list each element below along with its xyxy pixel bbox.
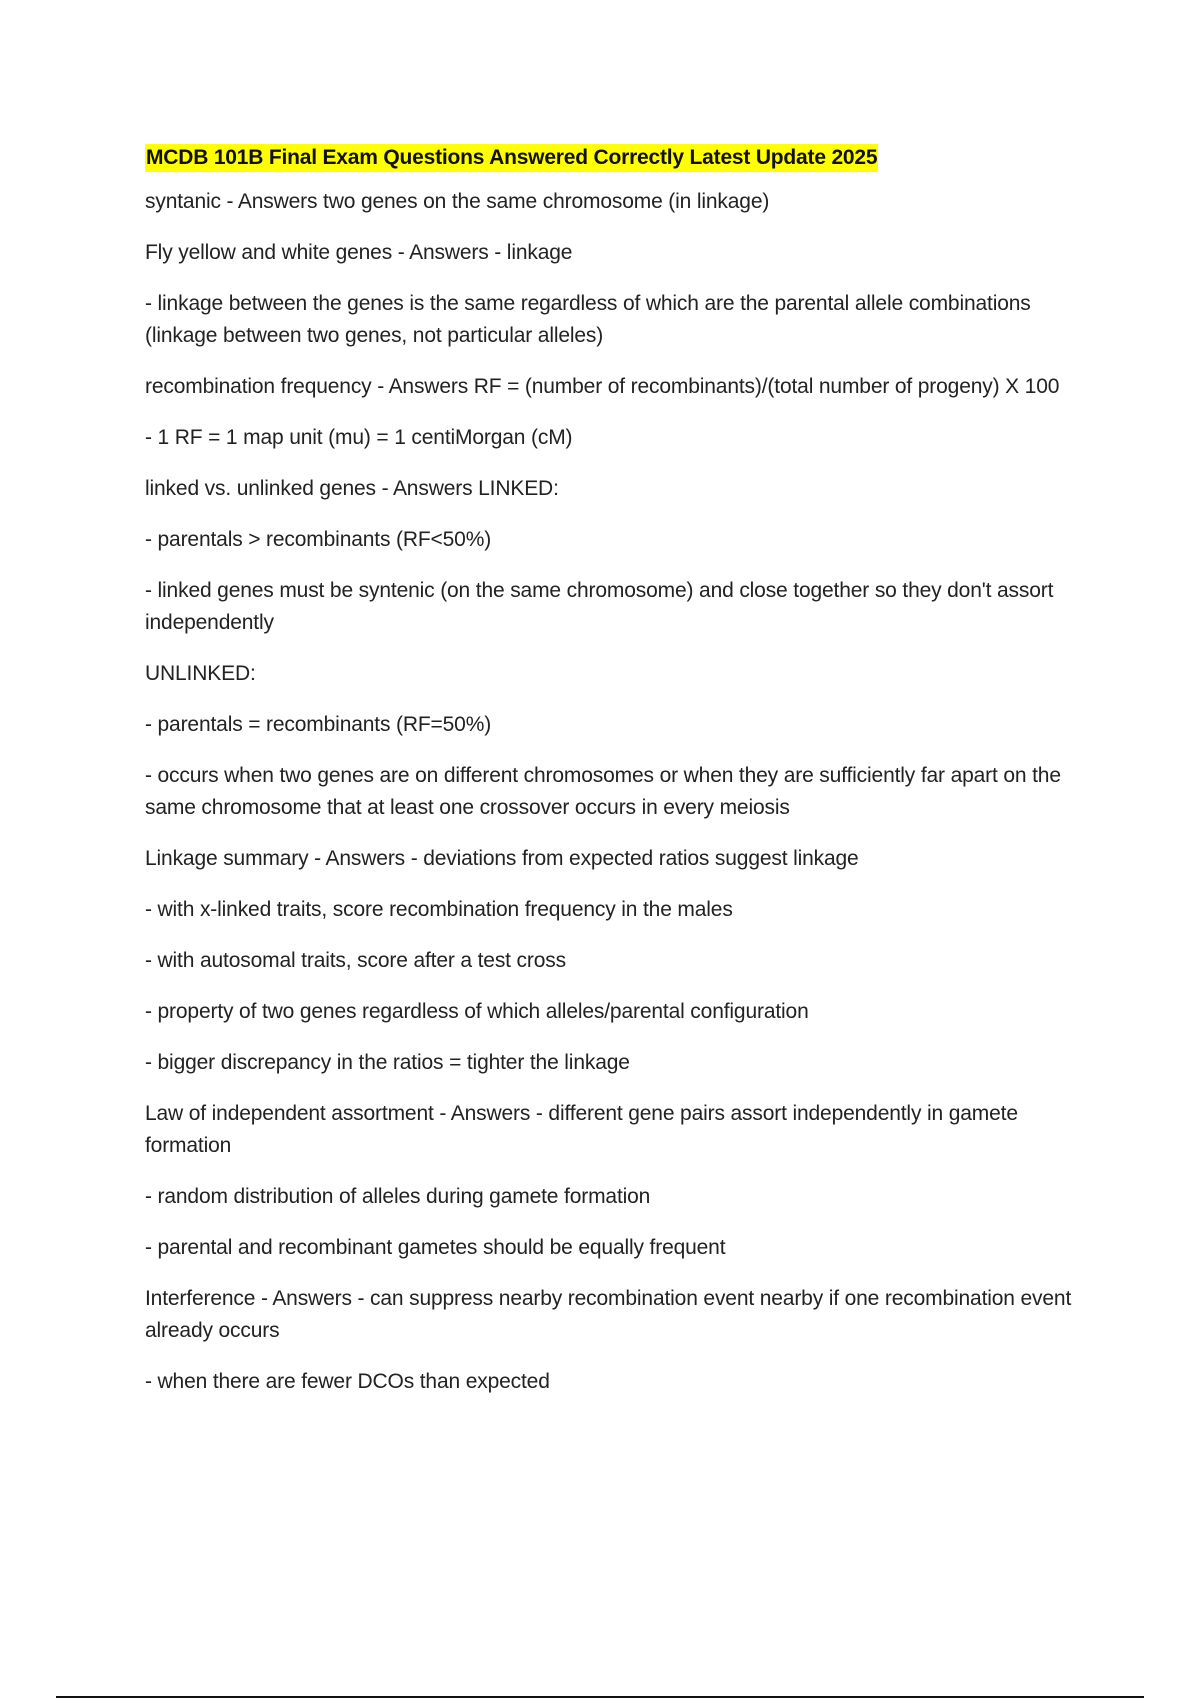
paragraph: Fly yellow and white genes - Answers - linkage xyxy=(145,241,573,264)
document-body xyxy=(145,144,1095,1417)
paragraph: - linkage between the genes is the same regardless of which are the parental allele combinations (linkage between two genes, not particular alleles) xyxy=(145,292,1031,347)
paragraph: syntanic - Answers two genes on the same chromosome (in linkage) xyxy=(145,190,770,213)
paragraph: - with x-linked traits, score recombination frequency in the males xyxy=(145,898,733,921)
paragraph: UNLINKED: xyxy=(145,662,256,685)
document-title: MCDB 101B Final Exam Questions Answered Correctly Latest Update 2025 xyxy=(145,144,878,172)
paragraph: - when there are fewer DCOs than expected xyxy=(145,1370,550,1393)
paragraph: - parentals > recombinants (RF<50%) xyxy=(145,528,492,551)
paragraph-list xyxy=(145,186,1095,1398)
paragraph: - occurs when two genes are on different chromosomes or when they are sufficiently far apart on the same chromosome that at least one crossover occurs in every meiosis xyxy=(145,764,1061,819)
paragraph: - parentals = recombinants (RF=50%) xyxy=(145,713,492,736)
paragraph: recombination frequency - Answers RF = (number of recombinants)/(total number of progeny) X 100 xyxy=(145,375,1060,398)
paragraph: - with autosomal traits, score after a test cross xyxy=(145,949,566,972)
paragraph: - linked genes must be syntenic (on the same chromosome) and close together so they don't assort independently xyxy=(145,579,1054,634)
paragraph: - random distribution of alleles during gamete formation xyxy=(145,1185,651,1208)
paragraph: Interference - Answers - can suppress nearby recombination event nearby if one recombination event already occurs xyxy=(145,1287,1072,1342)
paragraph: - 1 RF = 1 map unit (mu) = 1 centiMorgan (cM) xyxy=(145,426,573,449)
paragraph: - parental and recombinant gametes should be equally frequent xyxy=(145,1236,726,1259)
paragraph: Law of independent assortment - Answers - different gene pairs assort independently in gamete formation xyxy=(145,1102,1018,1157)
paragraph: linked vs. unlinked genes - Answers LINKED: xyxy=(145,477,559,500)
paragraph: - property of two genes regardless of which alleles/parental configuration xyxy=(145,1000,809,1023)
paragraph: - bigger discrepancy in the ratios = tighter the linkage xyxy=(145,1051,630,1074)
paragraph: Linkage summary - Answers - deviations from expected ratios suggest linkage xyxy=(145,847,859,870)
page-bottom-rule xyxy=(56,1696,1144,1698)
